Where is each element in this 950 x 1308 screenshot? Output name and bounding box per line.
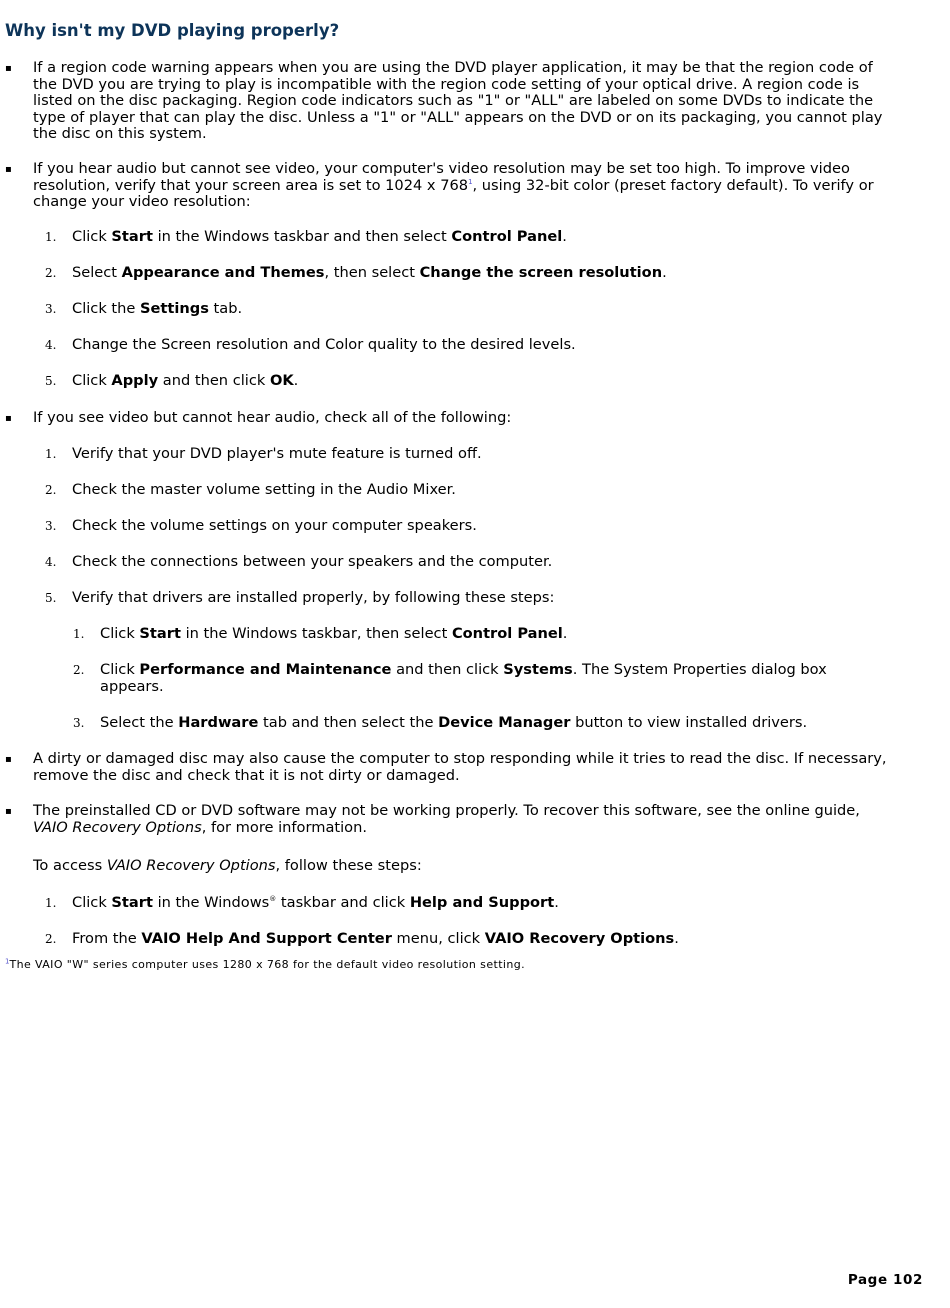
footnote-text: The VAIO "W" series computer uses 1280 x 768 for the default video resolution setting. [9,958,526,971]
bullet-marker: ▪ [5,63,12,74]
page-number: Page 102 [847,1272,923,1288]
bullet-marker: ▪ [5,164,12,175]
step-number: 1. [45,447,57,461]
dirty-disc-paragraph: A dirty or damaged disc may also cause the computer to stop responding while it tries to read the disc. If necessary, remove the disc and check that it is not dirty or damaged. [33,750,887,784]
bullet-marker: ▪ [5,806,12,817]
substep-item: Select the Hardware tab and then select the Device Manager button to view installed drivers. [100,714,808,731]
step-number: 4. [45,555,57,569]
footnote [5,958,525,972]
step-item: Click Start in the Windows taskbar and then select Control Panel. [72,228,567,245]
region-code-paragraph: If a region code warning appears when you are using the DVD player application, it may be that the region code of the DVD you are trying to play is incompatible with the region code setting of your optical drive. A region code is listed on the disc packaging. Region code indicators such as "1" or "ALL" are labeled on some DVDs to indicate the type of player that can play the disc. Unless a "1" or "ALL" appears on the DVD or on its packaging, you cannot play the disc on this system. [33,59,883,143]
step-item: Click Start in the Windows® taskbar and click Help and Support. [72,894,559,911]
step-item: From the VAIO Help And Support Center menu, click VAIO Recovery Options. [72,930,679,947]
footnote-link[interactable]: 1 [468,177,473,186]
step-item: Check the master volume setting in the Audio Mixer. [72,481,456,498]
substep-number: 1. [73,627,85,641]
step-item: Change the Screen resolution and Color quality to the desired levels. [72,336,576,353]
step-number: 2. [45,483,57,497]
step-number: 3. [45,519,57,533]
step-item: Select Appearance and Themes, then select Change the screen resolution. [72,264,667,281]
step-item: Click the Settings tab. [72,300,243,317]
step-number: 1. [45,896,57,910]
no-audio-paragraph: If you see video but cannot hear audio, check all of the following: [33,409,512,426]
step-number: 1. [45,230,57,244]
substep-item: Click Performance and Maintenance and then click Systems. The System Properties dialog box appears. [100,661,827,695]
step-item: Check the connections between your speakers and the computer. [72,553,553,570]
substep-number: 2. [73,663,85,677]
bullet-marker: ▪ [5,754,12,765]
step-item: Verify that your DVD player's mute feature is turned off. [72,445,482,462]
step-item: Check the volume settings on your computer speakers. [72,517,477,534]
step-number: 2. [45,932,57,946]
step-item: Verify that drivers are installed properly, by following these steps: [72,589,555,606]
step-number: 5. [45,374,57,388]
video-resolution-paragraph: If you hear audio but cannot see video, your computer's video resolution may be set too high. To improve video resolution, verify that your screen area is set to 1024 x 768$^1$, using 32-bit color (preset factory default). To verify or change your video resolution: [33,160,874,211]
substep-number: 3. [73,716,85,730]
footnote-mark: 1 [5,957,10,966]
step-number: 2. [45,266,57,280]
step-number: 3. [45,302,57,316]
bullet-marker: ▪ [5,413,12,424]
step-number: 5. [45,591,57,605]
page-title: Why isn't my DVD playing properly? [5,21,340,40]
software-recovery-paragraph: The preinstalled CD or DVD software may not be working properly. To recover this software, see the online guide, VAIO Recovery Options, for more information. [33,802,860,836]
step-number: 4. [45,338,57,352]
step-item: Click Apply and then click OK. [72,372,299,389]
substep-item: Click Start in the Windows taskbar, then select Control Panel. [100,625,568,642]
access-recovery-paragraph: To access VAIO Recovery Options, follow these steps: [33,857,422,874]
